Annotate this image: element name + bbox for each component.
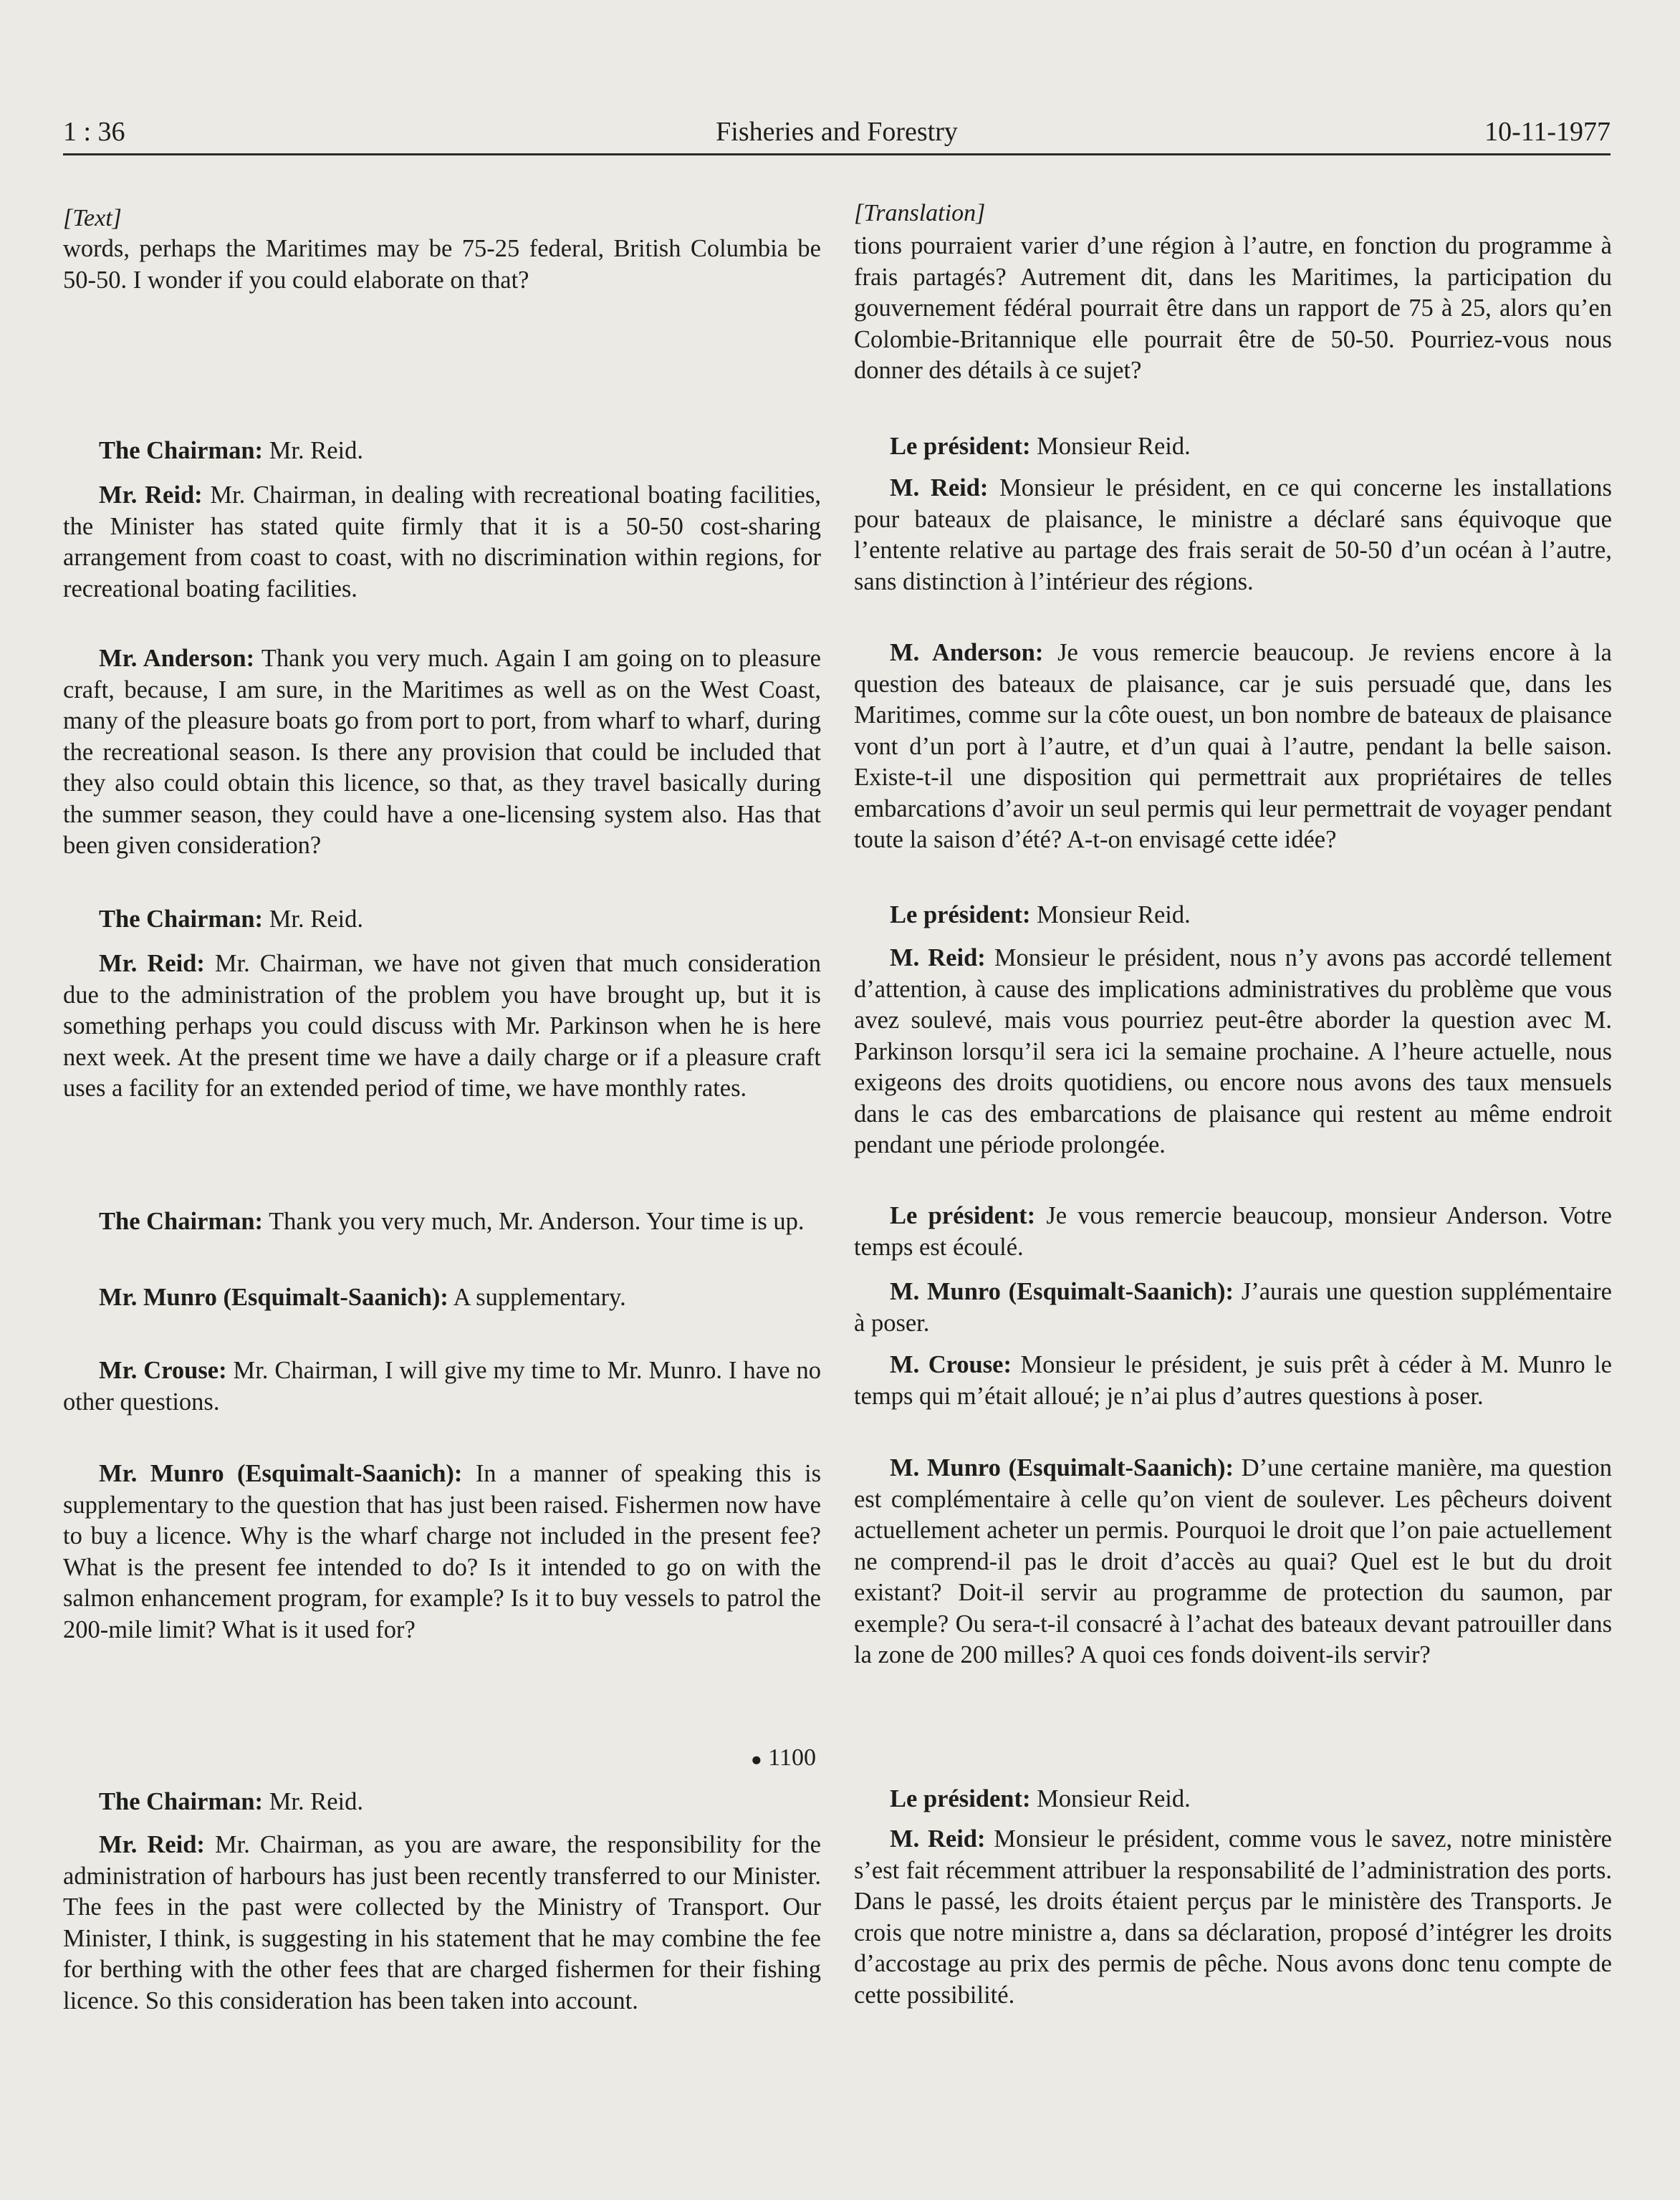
paragraph: Mr. Munro (Esquimalt-Saanich): A supplementary. xyxy=(99,1284,626,1311)
paragraph: Mr. Reid: Mr. Chairman, we have not given that much consideration due to the administration of the problem you have brought up, but it is something perhaps you could discuss with Mr. Parkinson when he is here next week. At the present time we have a daily charge or if a pleasure craft uses a facility for an extended period of time, we have monthly rates. xyxy=(63,950,821,1102)
time-marker: ● 1100 xyxy=(751,1744,816,1771)
paragraph: M. Munro (Esquimalt-Saanich): J’aurais une question supplémentaire à poser. xyxy=(854,1278,1612,1337)
translation-tag: [Translation] xyxy=(854,200,986,226)
text-tag: [Text] xyxy=(63,205,122,231)
paragraph: The Chairman: Mr. Reid. xyxy=(99,1788,363,1815)
paragraph: Mr. Munro (Esquimalt-Saanich): In a manner of speaking this is supplementary to the question that has just been raised. Fishermen now have to buy a licence. Why is the wharf charge not included in the present fee? What is the present fee intended to do? Is it intended to go on with the salmon enhancement program, for example? Is it to buy vessels to patrol the 200-mile limit? What is it used for? xyxy=(63,1460,821,1643)
paragraph: The Chairman: Thank you very much, Mr. Anderson. Your time is up. xyxy=(99,1208,805,1235)
paragraph: tions pourraient varier d’une région à l’autre, en fonction du programme à frais partagés? Autrement dit, dans les Maritimes, la participation du gouvernement fédéral pourrait être dans un rapport de 75 à 25, alors qu’en Colombie-Britannique elle pourrait être de 50-50. Pourriez-vous nous donner des détails à ce sujet? xyxy=(854,232,1612,384)
paragraph: Le président: Monsieur Reid. xyxy=(890,1785,1191,1812)
paragraph: Mr. Reid: Mr. Chairman, as you are aware, the responsibility for the administration of harbours has just been recently transferred to our Minister. The fees in the past were collected by the Ministry of Transport. Our Minister, I think, is suggesting in his statement that he may combine the fee for berthing with the other fees that are charged fishermen for their fishing licence. So this consideration has been taken into account. xyxy=(63,1831,821,2014)
paragraph: The Chairman: Mr. Reid. xyxy=(99,437,363,464)
paragraph: Mr. Crouse: Mr. Chairman, I will give my time to Mr. Munro. I have no other questions. xyxy=(63,1357,821,1416)
header-date: 10-11-1977 xyxy=(1484,117,1611,147)
page-number: 1 : 36 xyxy=(63,117,125,147)
running-header xyxy=(63,116,1611,152)
paragraph: M. Anderson: Je vous remercie beaucoup. Je reviens encore à la question des bateaux de plaisance, car je suis persuadé que, dans les Maritimes, comme sur la côte ouest, un bon nombre de bateaux de plaisance vont d’un port à l’autre, et d’un quai à l’autre, pendant la belle saison. Existe-t-il une disposition qui permettrait aux propriétaires de telles embarcations d’avoir un seul permis qui leur permettrait de voyager pendant toute la saison d’été? A-t-on envisagé cette idée? xyxy=(854,639,1612,853)
header-rule xyxy=(63,153,1611,155)
paragraph: Le président: Monsieur Reid. xyxy=(890,433,1191,460)
paragraph: M. Reid: Monsieur le président, comme vous le savez, notre ministère s’est fait récemment attribuer la responsabilité de l’administration des ports. Dans le passé, les droits étaient perçus par le ministère des Transports. Je crois que notre ministre a, dans sa déclaration, proposé d’intégrer les droits d’accostage au prix des permis de pêche. Nous avons donc tenu compte de cette possibilité. xyxy=(854,1825,1612,2009)
paragraph: Le président: Monsieur Reid. xyxy=(890,901,1191,928)
paragraph: M. Crouse: Monsieur le président, je suis prêt à céder à M. Munro le temps qui m’était alloué; je n’ai plus d’autres questions à poser. xyxy=(854,1351,1612,1410)
paragraph: words, perhaps the Maritimes may be 75-25 federal, British Columbia be 50-50. I wonder if you could elaborate on that? xyxy=(63,235,821,294)
paragraph: M. Reid: Monsieur le président, en ce qui concerne les installations pour bateaux de plaisance, le ministre a déclaré sans équivoque que l’entente relative au partage des frais serait de 50-50 d’un océan à l’autre, sans distinction à l’intérieur des régions. xyxy=(854,474,1612,595)
journal-title: Fisheries and Forestry xyxy=(716,117,958,147)
paragraph: The Chairman: Mr. Reid. xyxy=(99,906,363,933)
paragraph: Mr. Reid: Mr. Chairman, in dealing with recreational boating facilities, the Minister has stated quite firmly that it is a 50-50 cost-sharing arrangement from coast to coast, with no discrimination within regions, for recreational boating facilities. xyxy=(63,481,821,602)
paragraph: M. Munro (Esquimalt-Saanich): D’une certaine manière, ma question est complémentaire à celle qu’on vient de soulever. Les pêcheurs doivent actuellement acheter un permis. Pourquoi le droit que l’on paie actuellement ne comprend-il pas le droit d’accès au quai? Quel est le but du droit existant? Doit-il servir au programme de protection du saumon, par exemple? Ou sera-t-il consacré à l’achat des bateaux devant patrouiller dans la zone de 200 milles? A quoi ces fonds doivent-ils servir? xyxy=(854,1454,1612,1668)
paragraph: M. Reid: Monsieur le président, nous n’y avons pas accordé tellement d’attention, à cause des implications administratives du problème que vous avez soulevé, mais vous pourriez peut-être aborder la question avec M. Parkinson lorsqu’il sera ici la semaine prochaine. A l’heure actuelle, nous exigeons des droits quotidiens, ou encore nous avons des taux mensuels dans le cas des embarcations de plaisance qui restent au même endroit pendant une période prolongée. xyxy=(854,944,1612,1158)
paragraph: Mr. Anderson: Thank you very much. Again I am going on to pleasure craft, because, I am sure, in the Maritimes as well as on the West Coast, many of the pleasure boats go from port to port, from wharf to wharf, during the recreational season. Is there any provision that could be included that they also could obtain this licence, so that, as they travel basically during the summer season, they could have a one-licensing system also. Has that been given consideration? xyxy=(63,645,821,859)
paragraph: Le président: Je vous remercie beaucoup, monsieur Anderson. Votre temps est écoulé. xyxy=(854,1202,1612,1261)
